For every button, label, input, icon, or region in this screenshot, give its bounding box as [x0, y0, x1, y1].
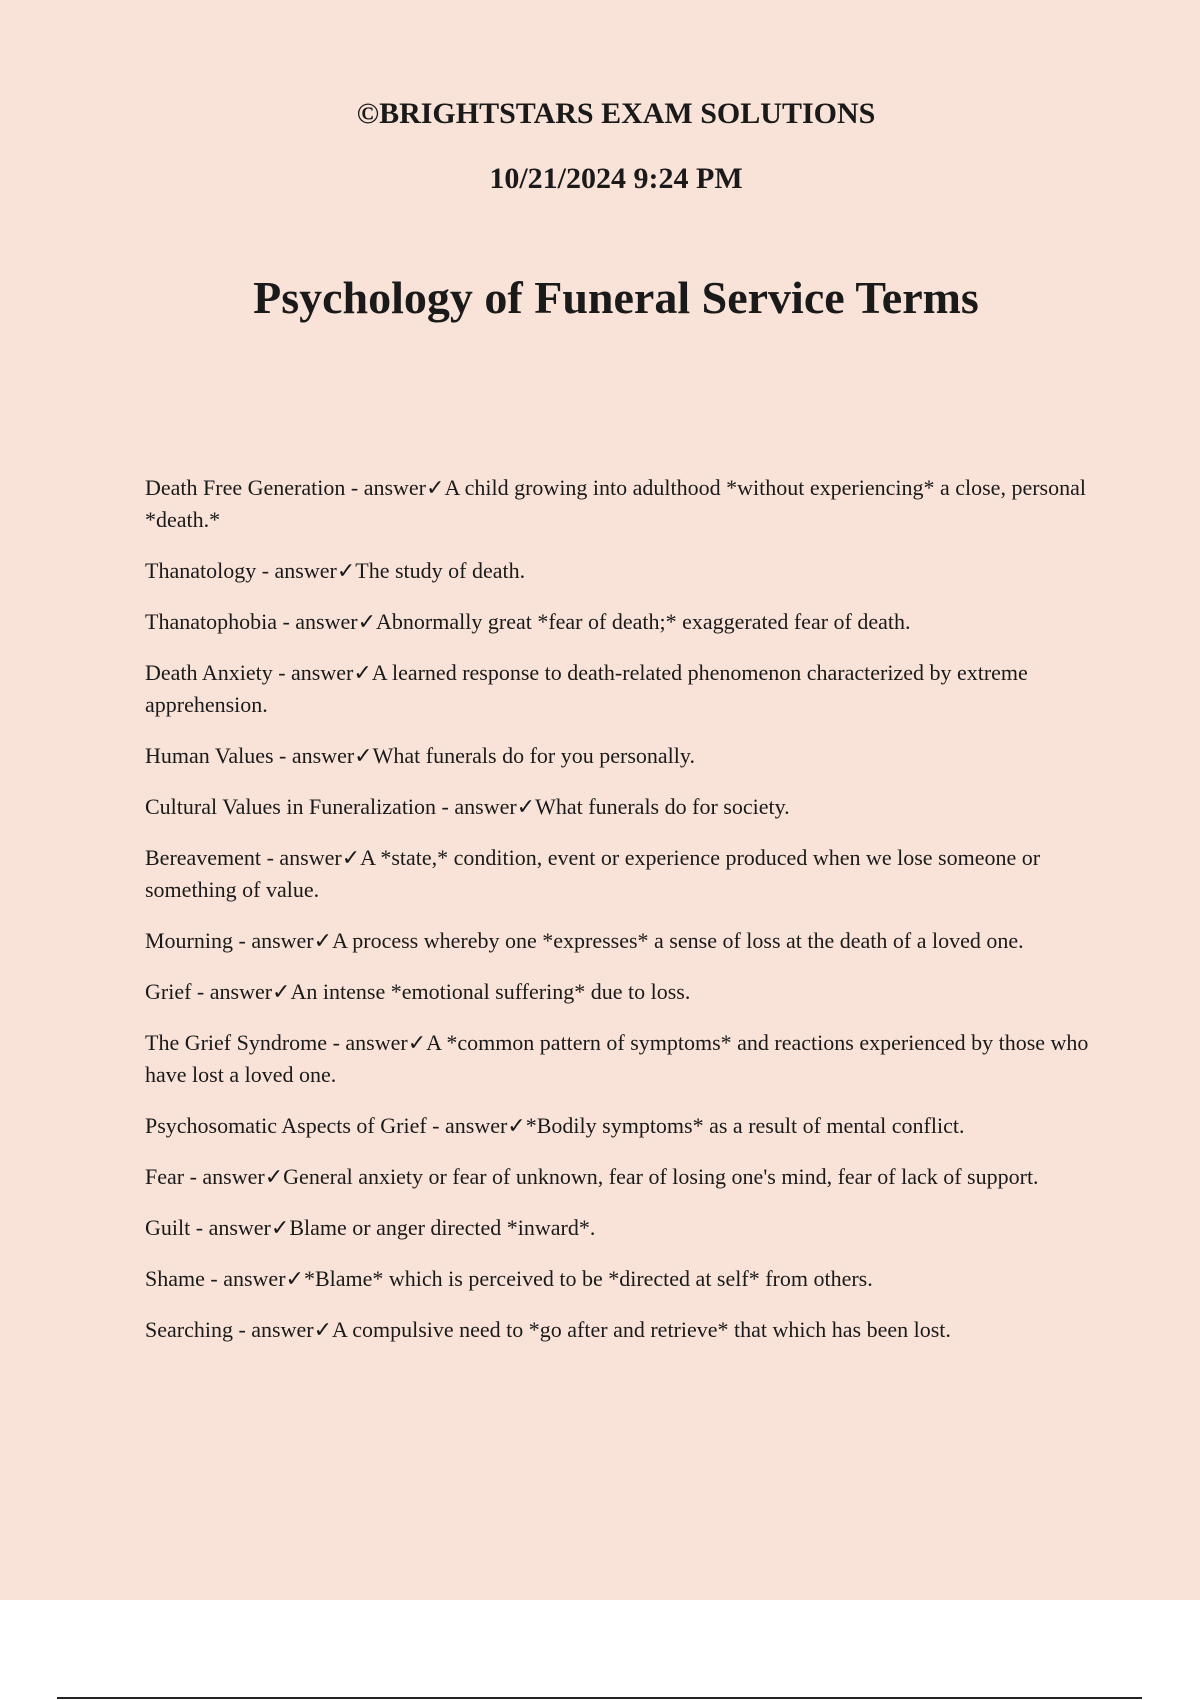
term-definition: General anxiety or fear of unknown, fear of losing one's mind, fear of lack of support.: [283, 1164, 1039, 1189]
term-name: Thanatophobia: [145, 609, 277, 634]
term-item: Shame - answer✓*Blame* which is perceived to be *directed at self* from others.: [145, 1266, 873, 1291]
term-definition: *Bodily symptoms* as a result of mental conflict.: [525, 1113, 965, 1138]
answer-marker: answer✓: [363, 475, 445, 500]
term-definition: *Blame* which is perceived to be *directed at self* from others.: [303, 1266, 873, 1291]
term-definition: A child growing into adulthood *without experiencing* a close, personal *death.*: [145, 475, 1086, 532]
answer-marker: answer✓: [445, 1113, 526, 1138]
term-item: Cultural Values in Funeralization - answer✓What funerals do for society.: [145, 794, 790, 819]
term-name: Grief: [145, 979, 192, 1004]
term-item: Human Values - answer✓What funerals do for you personally.: [145, 743, 695, 768]
term-name: Fear: [145, 1164, 185, 1189]
term-item: Mourning - answer✓A process whereby one *expresses* a sense of loss at the death of a loved one.: [145, 928, 1024, 953]
page-title: Psychology of Funeral Service Terms: [253, 272, 979, 323]
answer-marker: answer✓: [223, 1266, 304, 1291]
term-name: Thanatology: [145, 558, 257, 583]
term-definition: A compulsive need to *go after and retrieve* that which has been lost.: [332, 1317, 951, 1342]
term-item: Fear - answer✓General anxiety or fear of unknown, fear of losing one's mind, fear of lack of support.: [145, 1164, 1039, 1189]
copyright-header: ©BRIGHTSTARS EXAM SOLUTIONS: [356, 97, 876, 130]
term-definition: A process whereby one *expresses* a sense of loss at the death of a loved one.: [332, 928, 1024, 953]
term-name: Shame: [145, 1266, 205, 1291]
term-name: The Grief Syndrome: [145, 1030, 328, 1055]
answer-marker: answer✓: [209, 979, 291, 1004]
term-item: Guilt - answer✓Blame or anger directed *inward*.: [145, 1215, 596, 1240]
answer-marker: answer✓: [202, 1164, 284, 1189]
term-name: Guilt: [145, 1215, 191, 1240]
answer-marker: answer✓: [251, 1317, 333, 1342]
answer-marker: answer✓: [454, 794, 536, 819]
term-item: Searching - answer✓A compulsive need to *go after and retrieve* that which has been lost.: [145, 1317, 951, 1342]
term-item: Death Anxiety - answer✓A learned response to death-related phenomenon characterized by extreme apprehension.: [145, 660, 1028, 717]
answer-marker: answer✓: [208, 1215, 290, 1240]
term-definition: What funerals do for you personally.: [372, 743, 695, 768]
term-definition: A *common pattern of symptoms* and reactions experienced by those who have lost a loved one.: [145, 1030, 1089, 1087]
term-definition: A learned response to death-related phenomenon characterized by extreme apprehension.: [145, 660, 1028, 717]
footer-divider: [57, 1697, 1142, 1699]
term-name: Death Anxiety: [145, 660, 273, 685]
term-item: Psychosomatic Aspects of Grief - answer✓*Bodily symptoms* as a result of mental conflict.: [145, 1113, 965, 1138]
term-name: Bereavement: [145, 845, 262, 870]
term-name: Searching: [145, 1317, 233, 1342]
term-list: [145, 472, 1090, 1365]
term-item: Grief - answer✓An intense *emotional suffering* due to loss.: [145, 979, 691, 1004]
term-name: Death Free Generation: [145, 475, 346, 500]
answer-marker: answer✓: [274, 558, 356, 583]
answer-marker: answer✓: [251, 928, 333, 953]
term-item: Thanatophobia - answer✓Abnormally great *fear of death;* exaggerated fear of death.: [145, 609, 911, 634]
term-definition: Blame or anger directed *inward*.: [289, 1215, 596, 1240]
term-name: Mourning: [145, 928, 233, 953]
term-item: Bereavement - answer✓A *state,* condition, event or experience produced when we lose someone or something of value.: [145, 845, 1041, 902]
term-item: The Grief Syndrome - answer✓A *common pattern of symptoms* and reactions experienced by those who have lost a loved one.: [145, 1030, 1089, 1087]
term-name: Cultural Values in Funeralization: [145, 794, 437, 819]
term-name: Psychosomatic Aspects of Grief: [145, 1113, 427, 1138]
answer-marker: answer✓: [279, 845, 361, 870]
term-item: Death Free Generation - answer✓A child growing into adulthood *without experiencing* a close, personal *death.*: [145, 475, 1086, 532]
term-item: Thanatology - answer✓The study of death.: [145, 558, 526, 583]
answer-marker: answer✓: [291, 743, 373, 768]
term-definition: What funerals do for society.: [535, 794, 790, 819]
answer-marker: answer✓: [291, 660, 372, 685]
term-name: Human Values: [145, 743, 274, 768]
term-definition: A *state,* condition, event or experience produced when we lose someone or something of value.: [145, 845, 1041, 902]
answer-marker: answer✓: [345, 1030, 427, 1055]
term-definition: An intense *emotional suffering* due to loss.: [290, 979, 691, 1004]
date-header: 10/21/2024 9:24 PM: [489, 162, 743, 195]
answer-marker: answer✓: [295, 609, 377, 634]
term-definition: The study of death.: [355, 558, 526, 583]
term-definition: Abnormally great *fear of death;* exaggerated fear of death.: [376, 609, 911, 634]
